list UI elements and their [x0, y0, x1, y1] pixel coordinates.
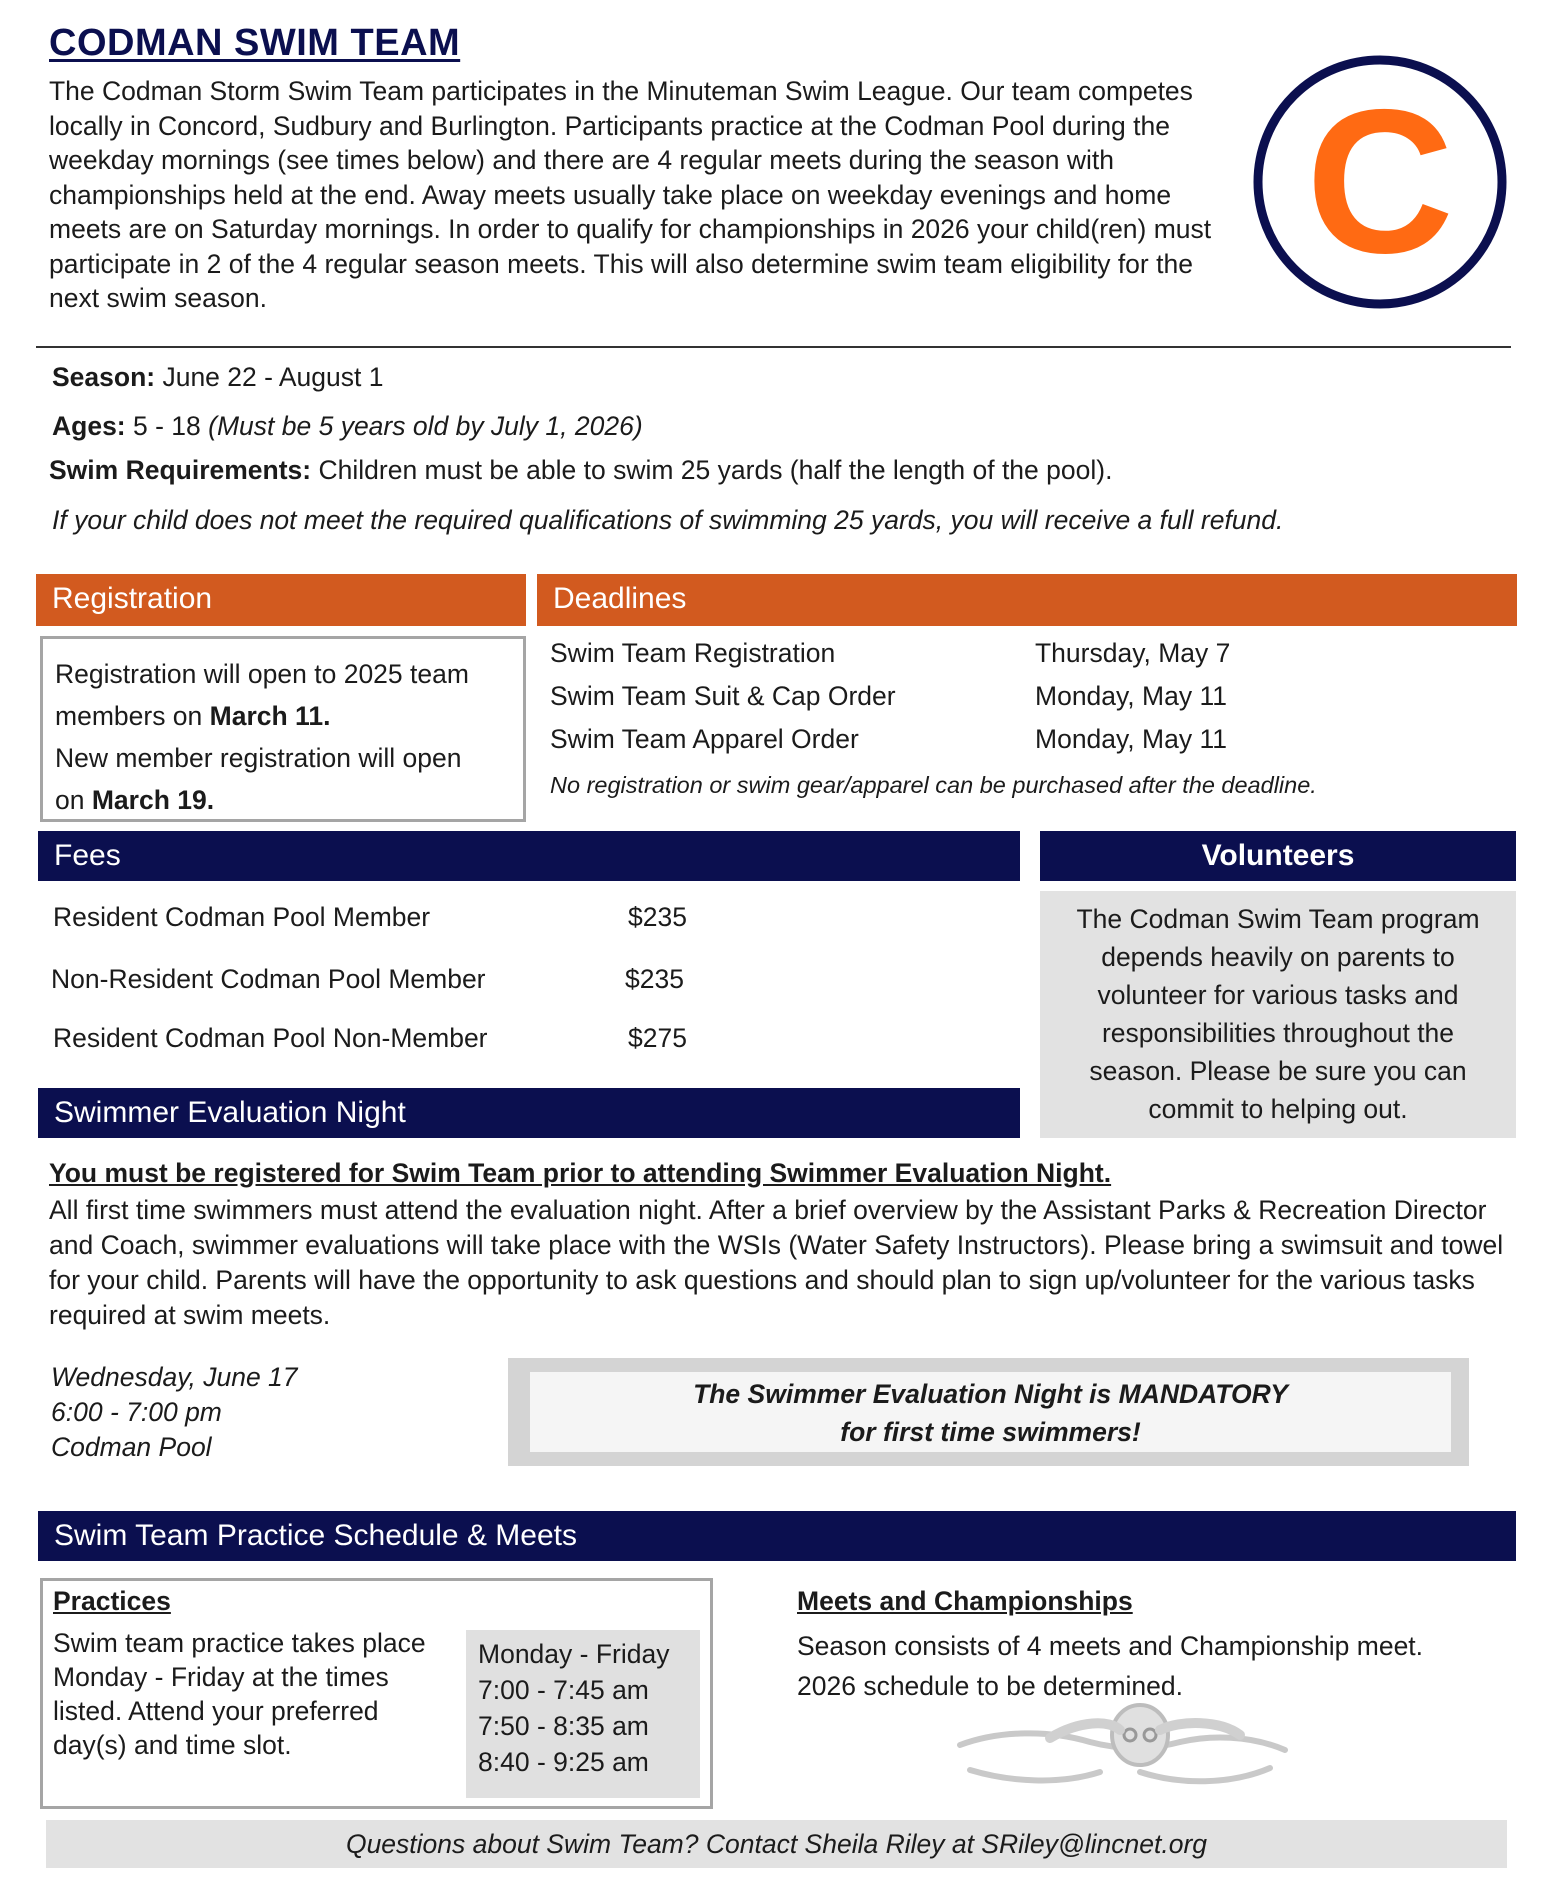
registration-line: New member registration will open: [55, 743, 462, 773]
practice-slot: 8:40 - 9:25 am: [478, 1747, 649, 1777]
volunteers-line: commit to helping out.: [1148, 1094, 1408, 1124]
fee-amount: $275: [628, 1023, 687, 1053]
schedule-header: Swim Team Practice Schedule & Meets: [38, 1511, 1516, 1561]
evaluation-details: [51, 1360, 298, 1465]
fee-name: Resident Codman Pool Member: [53, 902, 431, 932]
deadline-item: Swim Team Apparel Order: [550, 724, 859, 754]
swim-requirements: Swim Requirements: Children must be able to swim 25 yards (half the length of the pool).: [49, 455, 1113, 485]
volunteers-header: Volunteers: [1040, 831, 1516, 881]
practice-slot: 7:50 - 8:35 am: [478, 1711, 649, 1741]
contact-footer: Questions about Swim Team? Contact Sheila Riley at SRiley@lincnet.org: [46, 1820, 1507, 1868]
mandatory-callout-text: The Swimmer Evaluation Night is MANDATORY for first time swimmers!: [530, 1372, 1451, 1452]
evaluation-requirement: You must be registered for Swim Team prior to attending Swimmer Evaluation Night.: [49, 1158, 1112, 1188]
fees-header: Fees: [38, 831, 1020, 881]
practices-title: Practices: [53, 1586, 171, 1616]
volunteers-line: depends heavily on parents to: [1101, 942, 1455, 972]
deadline-note: No registration or swim gear/apparel can be purchased after the deadline.: [550, 772, 1317, 798]
page-title: CODMAN SWIM TEAM: [49, 22, 461, 64]
practices-description: Swim team practice takes place Monday - Friday at the times listed. Attend your preferred day(s) and time slot.: [53, 1628, 426, 1760]
volunteers-line: season. Please be sure you can: [1089, 1056, 1467, 1086]
fee-name: Resident Codman Pool Non-Member: [53, 1023, 488, 1053]
meets-title: Meets and Championships: [797, 1586, 1133, 1616]
evaluation-date: Wednesday, June 17: [51, 1362, 298, 1392]
evaluation-body: All first time swimmers must attend the evaluation night. After a brief overview by the Assistant Parks & Recreation Director and Coach, swimmer evaluations will take place with the WSIs (Water Safety Instructors). Please bring a swimsuit and towel for your child. Parents will have the opportunity to ask questions and should plan to sign up/volunteer for the various tasks required at swim meets.: [49, 1195, 1504, 1330]
registration-box: [40, 636, 526, 822]
evaluation-place: Codman Pool: [51, 1432, 212, 1462]
evaluation-time: 6:00 - 7:00 pm: [51, 1397, 222, 1427]
registration-line: Registration will open to 2025 team: [55, 659, 469, 689]
meets-description: Season consists of 4 meets and Championship meet. 2026 schedule to be determined.: [797, 1631, 1424, 1701]
volunteers-box: [1040, 891, 1516, 1138]
deadline-date: Thursday, May 7: [1035, 638, 1231, 668]
fee-amount: $235: [628, 902, 687, 932]
deadline-date: Monday, May 11: [1035, 724, 1227, 754]
refund-note: If your child does not meet the required qualifications of swimming 25 yards, you will receive a full refund.: [52, 505, 1284, 535]
intro-paragraph: The Codman Storm Swim Team participates in the Minuteman Swim League. Our team competes locally in Concord, Sudbury and Burlington. Participants practice at the Codman Pool during the weekday mornings (see times below) and there are 4 regular meets during the season with championships held at the end. Away meets usually take place on weekday evenings and home meets are on Saturday mornings. In order to qualify for championships in 2026 your child(ren) must participate in 2 of the 4 regular season meets. This will also determine swim team eligibility for the next swim season.: [49, 76, 1212, 313]
divider: [36, 346, 1511, 348]
fee-amount: $235: [625, 964, 684, 994]
deadline-item: Swim Team Registration: [550, 638, 836, 668]
practice-slot: 7:00 - 7:45 am: [478, 1675, 649, 1705]
deadlines-header: Deadlines: [537, 574, 1517, 626]
codman-c-logo: [1250, 52, 1510, 312]
volunteers-line: volunteer for various tasks and: [1097, 980, 1459, 1010]
ages-info: Ages: 5 - 18 (Must be 5 years old by July 1, 2026): [52, 411, 643, 441]
deadline-item: Swim Team Suit & Cap Order: [550, 681, 896, 711]
practice-days: Monday - Friday: [478, 1639, 670, 1669]
season-info: Season: June 22 - August 1: [52, 362, 384, 392]
fee-name: Non-Resident Codman Pool Member: [51, 964, 486, 994]
evaluation-header: Swimmer Evaluation Night: [38, 1088, 1020, 1138]
registration-line: on March 19.: [55, 785, 215, 815]
swimmer-illustration: [940, 1690, 1300, 1800]
practice-times: [466, 1630, 700, 1798]
logo-letter: C: [1305, 67, 1455, 296]
registration-line: members on March 11.: [55, 701, 331, 731]
deadline-date: Monday, May 11: [1035, 681, 1227, 711]
volunteers-line: The Codman Swim Team program: [1076, 904, 1480, 934]
registration-header: Registration: [36, 574, 526, 626]
volunteers-line: responsibilities throughout the: [1101, 1018, 1455, 1048]
